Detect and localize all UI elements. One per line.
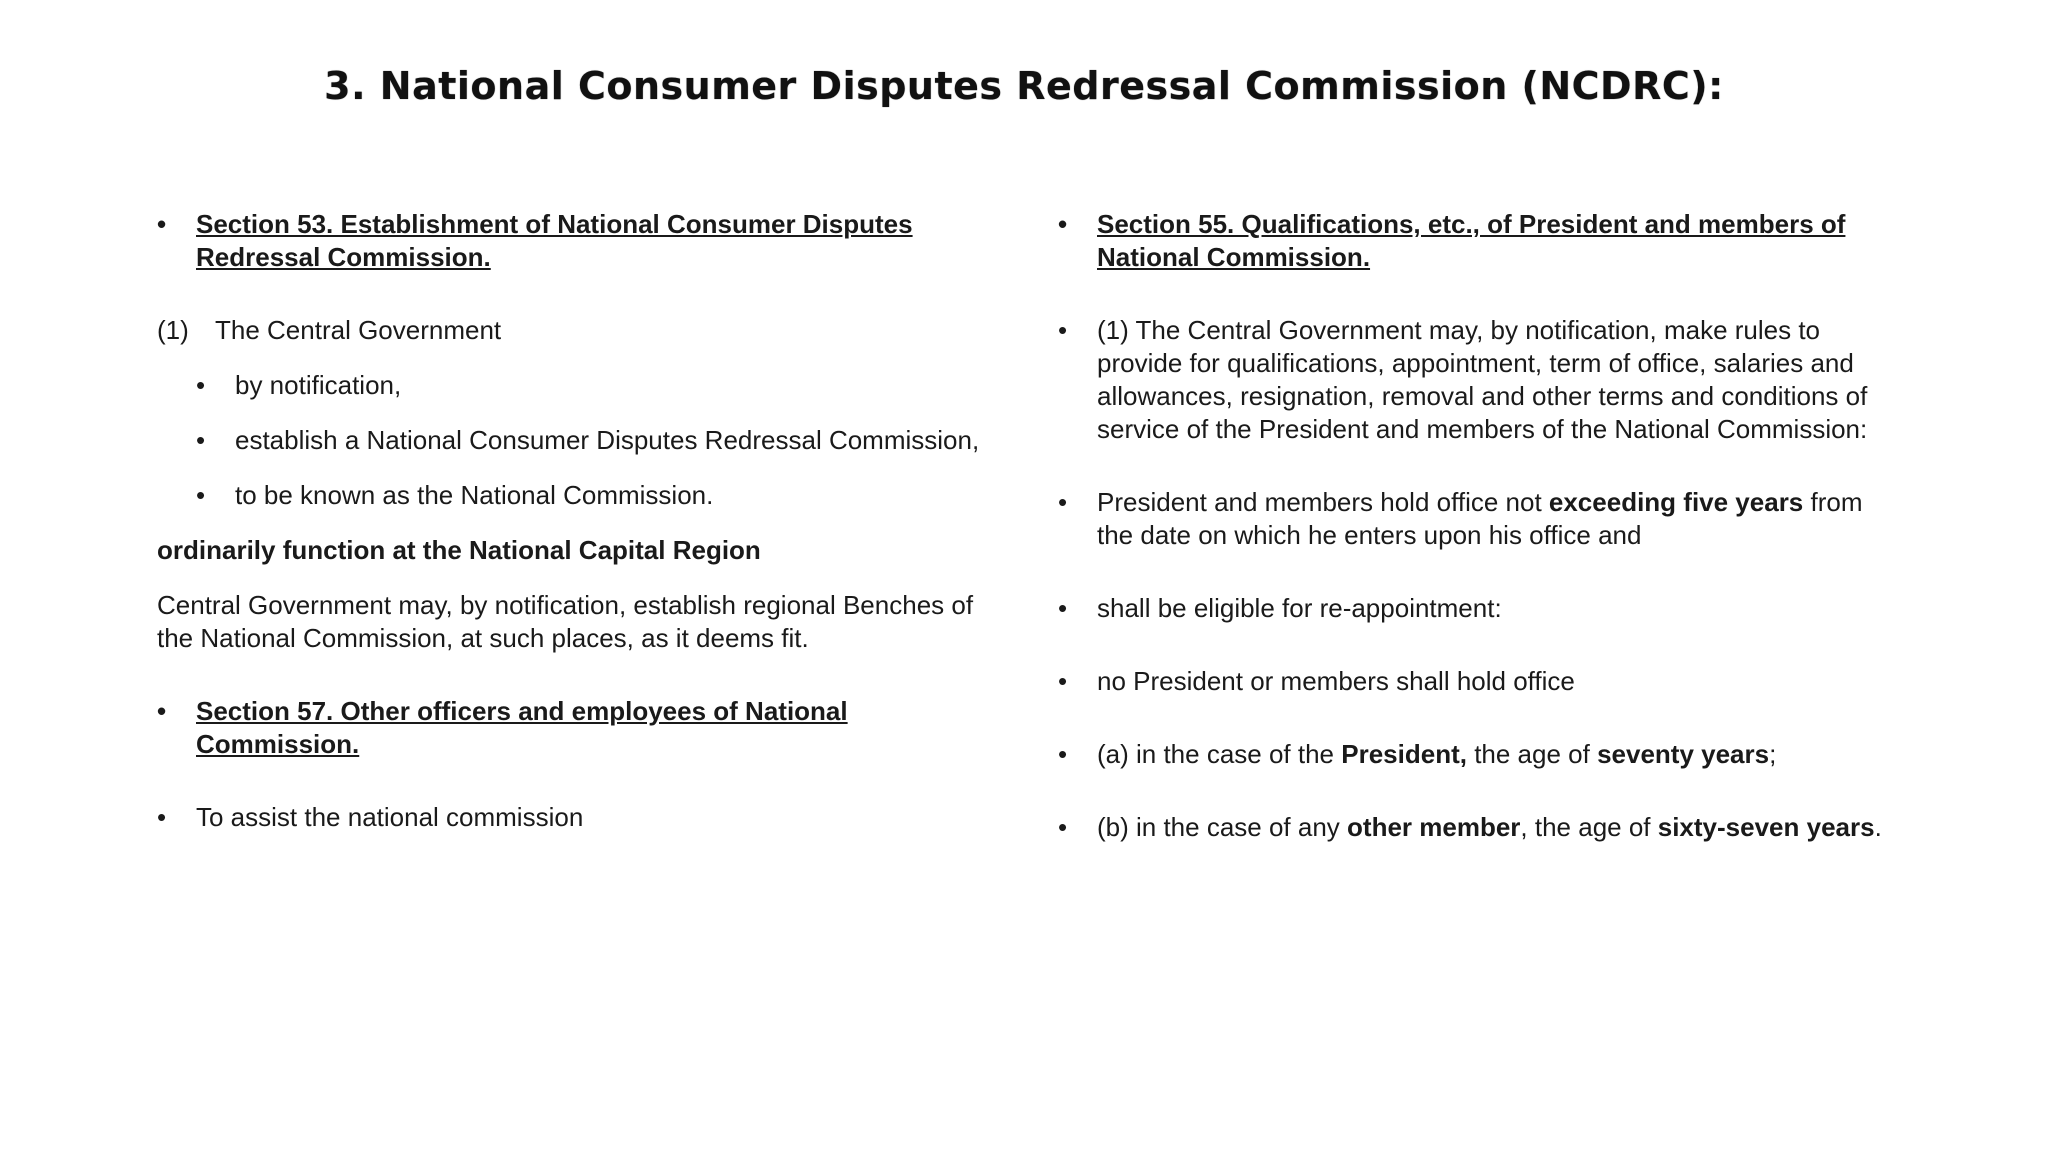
sub-bullet-notification: • by notification,	[157, 369, 997, 402]
age-b-sixty-seven: sixty-seven years	[1657, 812, 1875, 842]
item-1	[157, 314, 997, 347]
age-a-president: President,	[1341, 739, 1467, 769]
age-b-end: .	[1874, 812, 1882, 842]
assist-bullet: • To assist the national commission	[157, 801, 997, 834]
section-55-heading: • Section 55. Qualifications, etc., of President and members of National Commission.	[1058, 208, 1898, 274]
age-a-mid: the age of	[1466, 739, 1598, 769]
right-column	[1058, 208, 1898, 844]
term-text-post: from the date on which he enters upon his office and	[1097, 487, 1863, 550]
age-b-pre: (b) in the case of any	[1097, 812, 1348, 842]
page-title: 3. National Consumer Disputes Redressal Commission (NCDRC):	[324, 64, 1724, 108]
sub-bullet-known-as: • to be known as the National Commission.	[157, 479, 997, 512]
sub-bullet-establish: • establish a National Consumer Disputes Redressal Commission,	[157, 424, 997, 457]
age-b-mid: , the age of	[1520, 812, 1658, 842]
rules-bullet: • (1) The Central Government may, by notification, make rules to provide for qualifications, appointment, term of office, salaries and allowances, resignation, removal and other terms and conditions of service of the President and members of the National Commission:	[1058, 314, 1898, 446]
item-1-number: (1)	[157, 315, 189, 345]
item-1-text: The Central Government	[215, 315, 502, 345]
age-president-bullet	[1058, 738, 1898, 771]
reappointment-bullet: • shall be eligible for re-appointment:	[1058, 592, 1898, 625]
term-text-pre: President and members hold office not	[1097, 487, 1549, 517]
ordinarily-function-text: ordinarily function at the National Capital Region	[157, 535, 761, 565]
age-a-pre: (a) in the case of the	[1097, 739, 1342, 769]
age-a-seventy: seventy years	[1597, 739, 1770, 769]
no-office-bullet: • no President or members shall hold office	[1058, 665, 1898, 698]
age-a-end: ;	[1769, 739, 1777, 769]
age-member-bullet	[1058, 811, 1898, 844]
regional-benches-text: Central Government may, by notification, establish regional Benches of the National Commission, at such places, as it deems fit.	[157, 590, 974, 653]
left-column	[157, 208, 997, 834]
age-b-member: other member	[1347, 812, 1521, 842]
section-57-heading: • Section 57. Other officers and employees of National Commission.	[157, 695, 997, 761]
term-text-bold: exceeding five years	[1548, 487, 1804, 517]
term-bullet	[1058, 486, 1898, 552]
section-53-heading: • Section 53. Establishment of National Consumer Disputes Redressal Commission.	[157, 208, 997, 274]
